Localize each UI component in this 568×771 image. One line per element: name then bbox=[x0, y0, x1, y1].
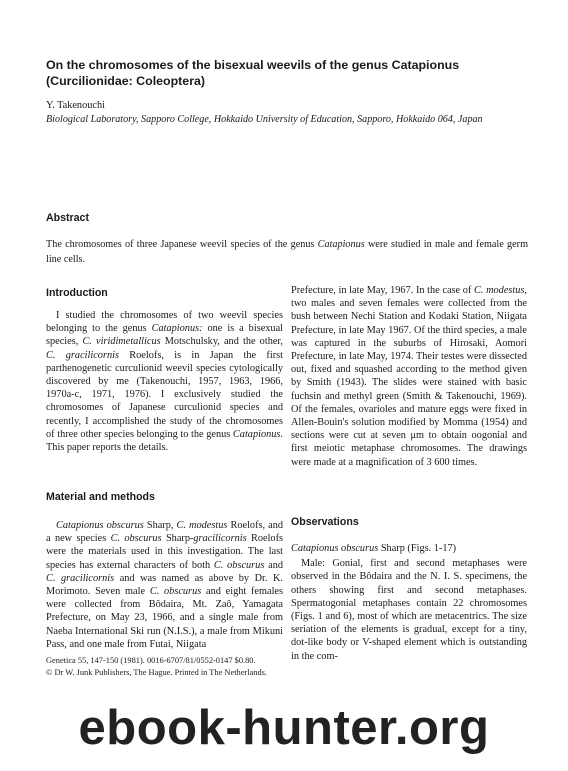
abstract-text: The chromosomes of three Japanese weevil species of the genus Catapionus were studied in male and female germ line cells. bbox=[46, 239, 528, 265]
observations-body bbox=[291, 542, 527, 663]
author-affiliation: Biological Laboratory, Sapporo College, Hokkaido University of Education, Sapporo, Hokkaido 064, Japan bbox=[46, 114, 483, 125]
citation-footer bbox=[46, 655, 267, 679]
introduction-heading: Introduction bbox=[46, 287, 108, 299]
abstract-heading: Abstract bbox=[46, 212, 89, 224]
author-name: Y. Takenouchi bbox=[46, 100, 105, 111]
observations-heading: Observations bbox=[291, 516, 359, 528]
observations-text: Male: Gonial, first and second metaphases were observed in the Bôdaira and the N. I. S. specimens, the others showing first and second metaphases. Spermatogonial metaphases contain 22 chromosomes (Figs. 1 and 6), most of which are metacentrics. The size seriation of the elements is gradual, except for a tiny, dot-like body or V-shaped element which is outstanding in the com- bbox=[291, 558, 527, 662]
journal-citation: Genetica 55, 147-150 (1981). 0016-6707/81/0552-0147 $0.80. bbox=[46, 656, 256, 665]
methods-heading: Material and methods bbox=[46, 491, 155, 503]
introduction-body: I studied the chromosomes of two weevil species belonging to the genus Catapionus: one is a bisexual species, C. viridimetallicus Motschulsky, and the other, C. gracilicornis Roelofs, is in Japan the first parthenogenetic curculionid weevil species cytologically discovered by me (Takenouchi, 1957, 1963, 1966, 1970a-c, 1971, 1976). I exclusively studied the chromosomes of Japanese curculionid species and recently, I accomplished the study of the chromosomes of three other species belonging to the genus Catapionus. This paper reports the details. bbox=[46, 310, 283, 454]
copyright-line: © Dr W. Junk Publishers, The Hague. Printed in The Netherlands. bbox=[46, 668, 267, 677]
species-subheading: Catapionus obscurus Sharp (Figs. 1-17) bbox=[291, 543, 457, 554]
methods-continued: Prefecture, in late May, 1967. In the case of C. modestus, two males and seven females were collected from the bush between Nechi Station and Kodaki Station, Niigata Prefecture, in late May 1967. Of the third species, a male was captured in the suburbs of Hirosaki, Aomori Prefecture, in late May, 1974. Their testes were dissected out, fixed and squashed according to the method given by Smith (1943). The slides were stained with basic fuchsin and methyl green (Smith & Takenouchi, 1969). Of the females, ovarioles and mature eggs were fixed in Allen-Bouin's solution modified by Momma (1954) and sections were cut at seven μm to obtain oogonial and first meiotic metaphase chromosomes. The drawings were made at a magnification of 3 600 times. bbox=[291, 285, 527, 468]
watermark-banner bbox=[0, 682, 568, 771]
paper-title: On the chromosomes of the bisexual weevils of the genus Catapionus (Curcilionidae: Coleoptera) bbox=[46, 58, 460, 88]
watermark-text: ebook-hunter.org bbox=[78, 701, 490, 755]
methods-body: Catapionus obscurus Sharp, C. modestus Roelofs, and a new species C. obscurus Sharp-gracilicornis Roelofs were the materials used in this investigation. The last species has external characters of both C. obscurus and C. gracilicornis and was named as above by Dr. K. Morimoto. Seven male C. obscurus and eight females were collected from Bôdaira, Mt. Zaô, Yamagata Prefecture, on May 23, 1966, and a single male from Naeba International Ski run (N.I.S.), a male from Mikuni Pass, and one male from Futai, Niigata bbox=[46, 520, 284, 650]
